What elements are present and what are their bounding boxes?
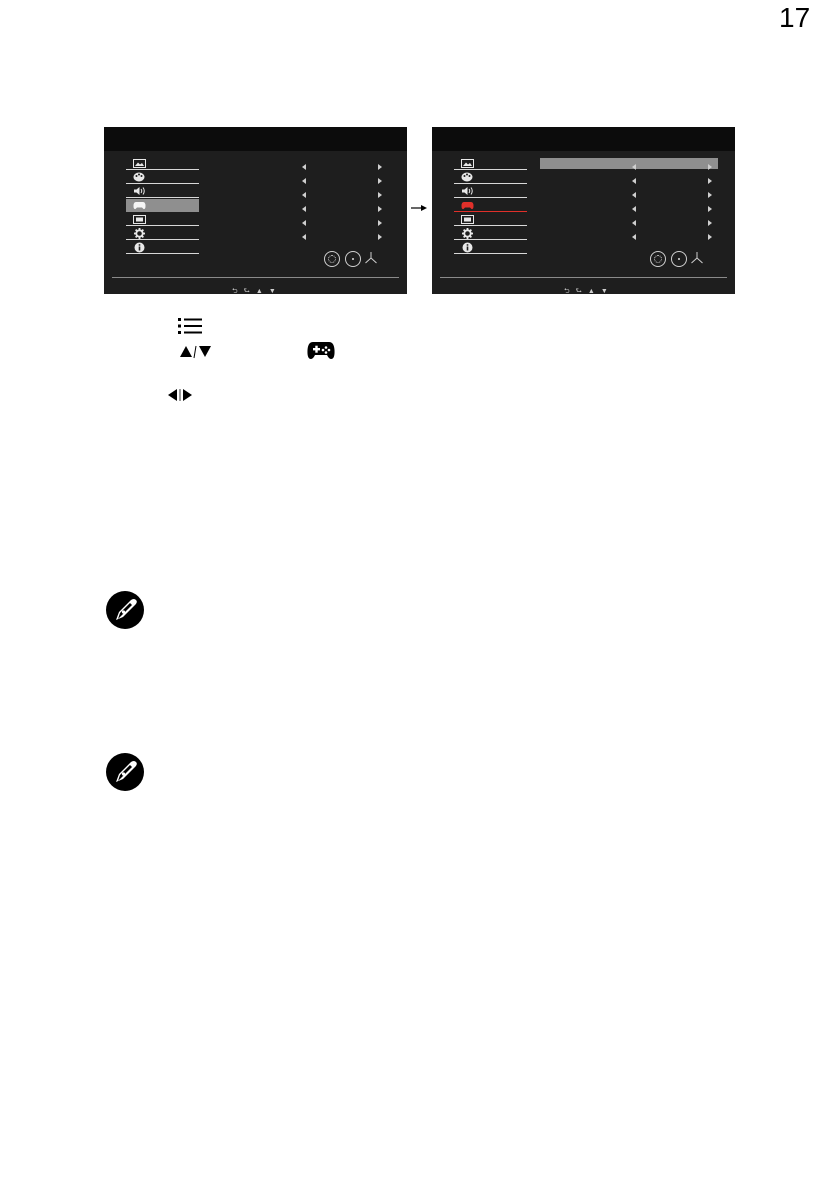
osd-nav-hints xyxy=(232,280,282,295)
option-row[interactable] xyxy=(302,231,382,245)
option-row[interactable] xyxy=(632,203,712,217)
right-arrow-icon[interactable] xyxy=(378,234,382,240)
osd-footer-divider xyxy=(440,277,727,278)
speaker-icon xyxy=(460,186,474,196)
osd-footer-divider xyxy=(112,277,399,278)
up-icon: ▲ xyxy=(587,288,595,295)
left-arrow-icon[interactable] xyxy=(302,178,306,184)
left-arrow-icon[interactable] xyxy=(632,164,636,170)
color-palette-icon xyxy=(460,172,474,182)
dial-dot-icon xyxy=(345,251,361,267)
color-palette-icon xyxy=(132,172,146,182)
sidebar-item-audio[interactable] xyxy=(454,185,527,198)
left-arrow-icon[interactable] xyxy=(302,234,306,240)
osd-option-rows xyxy=(302,161,382,245)
menu-list-icon xyxy=(178,317,202,335)
left-arrow-icon[interactable] xyxy=(302,164,306,170)
dial-indicator-icon xyxy=(650,251,666,267)
page-number: 17 xyxy=(779,2,811,33)
osd-nav-hints xyxy=(564,280,614,295)
osd-title-bar xyxy=(104,127,407,151)
right-arrow-icon[interactable] xyxy=(708,206,712,212)
left-arrow-icon[interactable] xyxy=(302,220,306,226)
right-arrow-icon[interactable] xyxy=(708,164,712,170)
sidebar-item-gaming[interactable] xyxy=(454,199,527,212)
option-row[interactable] xyxy=(632,217,712,231)
option-row[interactable] xyxy=(632,161,712,175)
left-arrow-icon[interactable] xyxy=(632,234,636,240)
sidebar-item-information[interactable] xyxy=(454,241,527,254)
right-arrow-icon[interactable] xyxy=(378,164,382,170)
picture-icon xyxy=(132,158,146,168)
option-row[interactable] xyxy=(302,189,382,203)
left-right-arrow-icons xyxy=(167,388,193,402)
right-arrow-icon[interactable] xyxy=(708,192,712,198)
left-arrow-icon[interactable] xyxy=(632,192,636,198)
right-arrow-icon[interactable] xyxy=(708,234,712,240)
option-row[interactable] xyxy=(632,189,712,203)
info-icon xyxy=(132,242,146,252)
enter-icon: ⮑ xyxy=(243,288,250,295)
left-arrow-icon[interactable] xyxy=(632,206,636,212)
transition-arrow-icon xyxy=(411,205,427,211)
sidebar-item-osd[interactable] xyxy=(126,213,199,226)
back-icon: ⮌ xyxy=(564,288,570,295)
dial-dot-icon xyxy=(671,251,687,267)
gamepad-icon xyxy=(460,200,474,210)
left-arrow-icon[interactable] xyxy=(302,206,306,212)
down-icon: ▼ xyxy=(268,288,276,295)
info-icon xyxy=(460,242,474,252)
up-icon: ▲ xyxy=(255,288,263,295)
option-row[interactable] xyxy=(632,175,712,189)
osd-title-bar xyxy=(432,127,735,151)
sidebar-item-gaming[interactable] xyxy=(126,199,199,212)
option-row[interactable] xyxy=(302,217,382,231)
osd-sidebar xyxy=(126,157,199,255)
right-arrow-icon[interactable] xyxy=(378,220,382,226)
note-pen-icon xyxy=(104,589,146,631)
osd-window-icon xyxy=(460,214,474,224)
gamepad-icon xyxy=(132,200,146,210)
back-icon: ⮌ xyxy=(232,288,238,295)
right-arrow-icon[interactable] xyxy=(708,220,712,226)
sidebar-item-color[interactable] xyxy=(126,171,199,184)
right-arrow-icon[interactable] xyxy=(378,206,382,212)
sidebar-item-picture[interactable] xyxy=(454,157,527,170)
option-row[interactable] xyxy=(632,231,712,245)
sidebar-item-information[interactable] xyxy=(126,241,199,254)
crosshair-icon xyxy=(364,251,380,267)
sidebar-item-audio[interactable] xyxy=(126,185,199,198)
crosshair-icon xyxy=(690,251,706,267)
left-arrow-icon[interactable] xyxy=(632,178,636,184)
right-arrow-icon[interactable] xyxy=(708,178,712,184)
osd-window-icon xyxy=(132,214,146,224)
left-arrow-icon[interactable] xyxy=(302,192,306,198)
down-icon: ▼ xyxy=(600,288,608,295)
option-row[interactable] xyxy=(302,203,382,217)
osd-menu-screenshot-main xyxy=(104,127,407,294)
speaker-icon xyxy=(132,186,146,196)
up-down-arrow-icons xyxy=(180,345,216,359)
right-arrow-icon[interactable] xyxy=(378,178,382,184)
gear-icon xyxy=(132,228,146,238)
sidebar-item-osd[interactable] xyxy=(454,213,527,226)
sidebar-item-system[interactable] xyxy=(454,227,527,240)
right-arrow-icon[interactable] xyxy=(378,192,382,198)
gear-icon xyxy=(460,228,474,238)
gamepad-icon xyxy=(307,339,335,361)
sidebar-item-color[interactable] xyxy=(454,171,527,184)
osd-menu-screenshot-gaming xyxy=(432,127,735,294)
osd-sidebar xyxy=(454,157,527,255)
option-row[interactable] xyxy=(302,161,382,175)
enter-icon: ⮑ xyxy=(575,288,582,295)
picture-icon xyxy=(460,158,474,168)
sidebar-item-picture[interactable] xyxy=(126,157,199,170)
osd-option-rows xyxy=(632,161,712,245)
dial-indicator-icon xyxy=(324,251,340,267)
sidebar-item-system[interactable] xyxy=(126,227,199,240)
note-pen-icon xyxy=(104,751,146,793)
option-row[interactable] xyxy=(302,175,382,189)
left-arrow-icon[interactable] xyxy=(632,220,636,226)
